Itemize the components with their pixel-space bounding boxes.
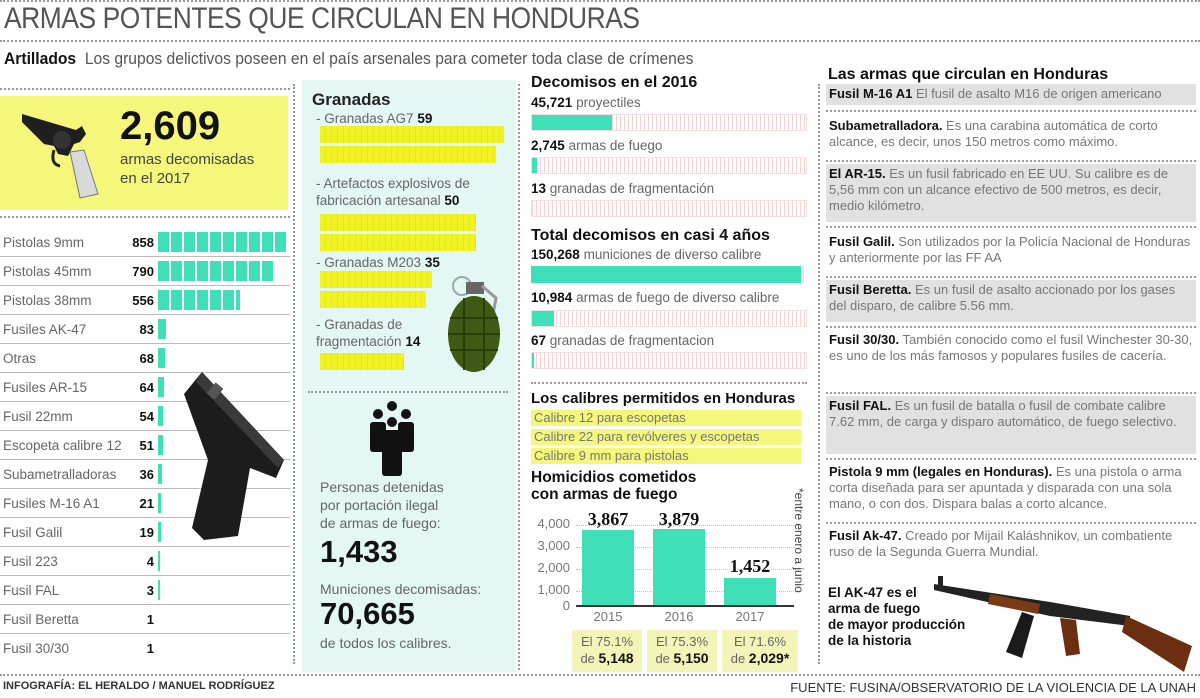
weapon-label: Subametralladoras: [3, 466, 117, 482]
weapon-entry: [826, 526, 1196, 563]
weapon-bar: [158, 232, 286, 252]
x-label: 2015: [593, 609, 623, 624]
bar-value: 3,867: [587, 509, 629, 529]
x-axis: [576, 605, 794, 607]
granada-bar: [320, 146, 496, 163]
entry-desc: Es un fusil fabricado en EE UU. Su calibre es de 5,56 mm con un alcance efectivo de 500 metros, es decir, medio kilómetro.: [829, 166, 1169, 213]
weapon-entry: [826, 330, 1196, 367]
weapon-bar: [158, 319, 166, 339]
weapon-value: 36: [139, 466, 154, 482]
granadas-title: Granadas: [312, 90, 391, 109]
list-item: [0, 286, 290, 315]
weapon-entry: [826, 164, 1196, 222]
decomiso-fill: [532, 353, 534, 368]
section-rule: [531, 382, 807, 384]
entry-rule: [826, 276, 1196, 278]
weapon-label: Fusiles M-16 A1: [3, 495, 100, 511]
weapon-label: Fusil FAL: [3, 582, 60, 598]
municiones-value: 70,665: [320, 596, 415, 631]
hero-line-1: armas decomisadas: [120, 151, 255, 168]
entry-desc: Son utilizados por la Policía Nacional de Honduras y anteriormente por las FF AA: [829, 234, 1191, 265]
decomiso-value: 13: [531, 181, 547, 196]
calibre-item: Calibre 22 para revólveres y escopetas: [531, 429, 801, 445]
weapon-bar: [158, 464, 162, 484]
granada-value: 35: [424, 255, 440, 270]
decomiso-bar: [531, 266, 807, 283]
y-tick: 2,000: [537, 560, 570, 575]
subtitle-text: Los grupos delictivos poseen en el país arsenales para cometer toda clase de crímenes: [84, 49, 694, 68]
weapon-value: 556: [132, 292, 154, 308]
ak-note-line: de la historia: [828, 633, 912, 648]
weapon-entry: [826, 280, 1196, 322]
weapon-bar: [158, 551, 160, 571]
detenidos-line: Personas detenidas: [320, 479, 444, 495]
column-divider: [818, 84, 820, 664]
pct-total: 5,150: [673, 650, 709, 666]
y-tick: 1,000: [537, 582, 570, 597]
ak-note-line: arma de fuego: [828, 601, 921, 616]
decomiso-value: 10,984: [531, 290, 573, 305]
municiones-sub: de todos los calibres.: [320, 635, 452, 651]
weapon-label: Fusil Galil: [3, 524, 63, 540]
pct-box: [572, 630, 642, 672]
decomiso-bar: [531, 157, 807, 174]
list-item: [0, 228, 290, 257]
weapon-bar: [158, 580, 160, 600]
weapon-label: Fusil 30/30: [3, 641, 70, 656]
weapon-bar: [158, 406, 163, 426]
decomiso-bar: [531, 352, 807, 369]
y-tick: 3,000: [537, 538, 570, 553]
weapon-value: 21: [139, 495, 154, 511]
weapon-value: 68: [139, 350, 154, 366]
weapon-bar: [158, 493, 161, 513]
decomiso-label: municiones de diverso calibre: [583, 247, 762, 262]
granada-label: - Granadas AG7: [316, 111, 414, 126]
weapon-value: 64: [139, 379, 154, 395]
x-label: 2017: [735, 609, 765, 624]
granada-label: - Granadas de: [316, 317, 403, 332]
decomisos-2016-title: Decomisos en el 2016: [531, 74, 698, 91]
granada-item: [316, 316, 420, 350]
credit: INFOGRAFÍA: EL HERALDO / MANUEL RODRÍGUEZ: [3, 680, 275, 692]
granada-value: 50: [444, 193, 460, 208]
footer-rule: [0, 674, 1200, 676]
weapon-label: Fusiles AR-15: [3, 379, 88, 395]
weapon-label: Fusil Beretta: [3, 611, 79, 627]
entry-name: Fusil Beretta.: [829, 282, 912, 297]
weapon-label: Pistolas 38mm: [3, 292, 92, 308]
weapon-entry: [826, 116, 1196, 153]
title-rule: [0, 40, 1200, 42]
granada-bar: [320, 234, 476, 251]
pistol-icon: [180, 368, 290, 543]
pct-line: El 75.1%: [580, 634, 634, 649]
decomiso-fill: [532, 311, 554, 326]
granada-value: 59: [417, 111, 433, 126]
weapon-bar: [158, 435, 163, 455]
calibres-title: Los calibres permitidos en Honduras: [531, 390, 796, 407]
granada-label: fragmentación: [316, 334, 402, 349]
weapon-label: Fusiles AK-47: [3, 321, 87, 337]
armas-title: Las armas que circulan en Honduras: [828, 66, 1109, 83]
decomiso-item: [531, 247, 761, 262]
pct-total: 2,029*: [748, 650, 790, 666]
decomiso-item: [531, 290, 779, 305]
weapon-value: 83: [139, 321, 154, 337]
decomiso-bar: [531, 114, 807, 131]
decomiso-fill: [532, 158, 537, 173]
chart-bar-2016: [653, 529, 705, 606]
detenidos-line: por portación ilegal: [320, 497, 439, 513]
decomiso-value: 67: [531, 333, 547, 348]
list-item: [0, 634, 290, 663]
weapon-bar: [158, 377, 164, 397]
chart-bar-2015: [582, 530, 634, 606]
calibre-item: Calibre 9 mm para pistolas: [531, 448, 801, 464]
hero-text: [120, 150, 254, 188]
decomiso-item: [531, 95, 641, 110]
decomiso-label: granadas de fragmentacion: [549, 333, 715, 348]
kicker: Artillados: [4, 49, 77, 68]
granada-label: - Granadas M203: [316, 255, 422, 270]
decomiso-item: [531, 138, 662, 153]
weapon-label: Pistolas 45mm: [3, 263, 92, 279]
weapon-bar: [158, 290, 240, 310]
granada-label: fabricación artesanal: [316, 193, 441, 208]
weapon-label: Pistolas 9mm: [3, 234, 85, 250]
decomiso-label: armas de fuego: [568, 138, 663, 153]
entry-name: Fusil M-16 A1: [829, 86, 913, 101]
entry-name: Fusil Galil.: [829, 234, 895, 249]
entry-name: Fusil Ak-47.: [829, 528, 902, 543]
detenidos-text: [320, 478, 444, 532]
pct-box: [647, 630, 717, 672]
decomiso-fill: [532, 115, 612, 130]
granada-bar: [320, 214, 476, 231]
entry-name: Fusil 30/30.: [829, 332, 900, 347]
pct-pre: de: [655, 651, 674, 666]
decomiso-fill: [531, 266, 801, 283]
ak-note-line: El AK-47 es el: [828, 585, 917, 600]
ak47-rifle-icon: [930, 572, 1195, 672]
people-icon: [364, 400, 420, 480]
granada-bar: [320, 126, 504, 143]
entry-name: Fusil FAL.: [829, 398, 892, 413]
municiones-text: Municiones decomisadas:: [320, 581, 482, 597]
decomiso-item: [531, 333, 714, 348]
entry-name: Subametralladora.: [829, 118, 943, 133]
decomiso-label: proyectiles: [576, 95, 641, 110]
weapon-value: 858: [132, 234, 154, 250]
weapon-value: 1: [146, 641, 154, 656]
decomiso-value: 45,721: [531, 95, 573, 110]
hero-number: 2,609: [120, 104, 221, 148]
decomiso-value: 2,745: [531, 138, 565, 153]
entry-rule: [826, 522, 1196, 524]
hero-line-2: en el 2017: [120, 170, 191, 187]
decomiso-label: granadas de fragmentación: [549, 181, 715, 196]
hero-rule: [0, 88, 290, 90]
weapon-value: 4: [146, 553, 154, 569]
column-divider: [518, 84, 520, 670]
granada-label: - Artefactos explosivos de: [316, 176, 470, 191]
entry-desc: Es un fusil de asalto accionado por los gases del disparo, de calibre 5.56 mm.: [829, 282, 1176, 313]
granada-bar: [320, 353, 404, 370]
grenade-icon: [438, 268, 508, 378]
list-item: [0, 605, 290, 634]
decomiso-item: [531, 181, 714, 196]
y-tick: 0: [562, 598, 570, 613]
bar-value: 1,452: [729, 556, 771, 576]
weapon-bar: [158, 261, 274, 281]
weapon-label: Otras: [3, 350, 37, 366]
entry-desc: Creado por Mijail Kaláshnikov, un combatiente ruso de la Segunda Guerra Mundial.: [829, 528, 1173, 559]
pct-pre: de: [580, 651, 599, 666]
weapon-value: 1: [146, 611, 154, 627]
column-divider: [293, 84, 295, 664]
list-item: [0, 547, 290, 576]
weapon-bar: [158, 522, 161, 542]
entry-rule: [826, 392, 1196, 394]
weapon-bar: [158, 348, 165, 368]
granada-bar: [320, 291, 426, 308]
weapon-value: 54: [139, 408, 154, 424]
weapon-value: 19: [139, 524, 154, 540]
page-title: ARMAS POTENTES QUE CIRCULAN EN HONDURAS: [4, 2, 640, 35]
entry-name: El AR-15.: [829, 166, 886, 181]
weapon-entry: [826, 396, 1196, 454]
list-item: [0, 257, 290, 286]
entry-rule: [826, 160, 1196, 162]
weapon-entry: [826, 232, 1196, 269]
bar-value: 3,879: [658, 509, 700, 529]
entry-desc: Es un fusil de batalla o fusil de combate calibre 7.62 mm, de carga y disparo automático, de fuego selectivo.: [829, 398, 1177, 429]
entry-desc: Es una carabina automática de corto alcance, es decir, unos 150 metros como máximo.: [829, 118, 1158, 149]
weapon-label: Fusil 223: [3, 553, 58, 569]
list-item: [0, 576, 290, 605]
weapon-entry: [826, 462, 1196, 515]
decomisos-total-title: Total decomisos en casi 4 años: [531, 227, 770, 244]
ak-note-line: de mayor producción: [828, 617, 966, 632]
entry-rule: [826, 226, 1196, 228]
weapon-label: Fusil 22mm: [3, 408, 73, 424]
detenidos-value: 1,433: [320, 534, 398, 569]
pct-line: El 75.3%: [655, 634, 709, 649]
subtitle: [4, 49, 693, 69]
chart-note: *entre enero a junio: [792, 488, 806, 593]
weapon-value: 51: [139, 437, 154, 453]
entry-desc: El fusil de asalto M16 de origen americano: [912, 86, 1162, 101]
pct-box: [722, 630, 798, 672]
weapon-value: 3: [146, 582, 154, 598]
granada-bar: [320, 271, 432, 288]
source: FUENTE: FUSINA/OBSERVATORIO DE LA VIOLENCIA DE LA UNAH: [790, 680, 1196, 695]
decomiso-bar: [531, 200, 807, 217]
detenidos-line: de armas de fuego:: [320, 515, 441, 531]
x-label: 2016: [664, 609, 694, 624]
chart-bar-2017: [724, 578, 776, 606]
granada-item: [316, 175, 470, 209]
homicidios-title-line: con armas de fuego: [531, 486, 678, 503]
list-item: [0, 315, 290, 344]
homicidios-title-line: Homicidios cometidos: [531, 469, 697, 486]
weapon-label: Escopeta calibre 12: [3, 437, 122, 453]
homicidios-title: [531, 469, 696, 503]
decomiso-bar: [531, 310, 807, 327]
weapon-entry: [826, 84, 1196, 105]
entry-rule: [826, 458, 1196, 460]
revolver-icon: [18, 100, 108, 200]
weapon-value: 790: [132, 263, 154, 279]
pct-line: El 71.6%: [733, 634, 787, 649]
entry-desc: También conocido como el fusil Winchester 30-30, es uno de los más famosos y populares fusiles de cacería.: [829, 332, 1193, 363]
entry-rule: [826, 110, 1196, 112]
decomiso-value: 150,268: [531, 247, 580, 262]
y-tick: 4,000: [537, 516, 570, 531]
calibre-item: Calibre 12 para escopetas: [531, 410, 801, 426]
hero-rule-bottom: [0, 216, 290, 218]
granada-value: 14: [405, 334, 421, 349]
granada-item: [316, 110, 432, 127]
entry-desc: Es una pistola o arma corta diseñada para ser apuntada y disparada con una sola mano, o con dos. Dispara balas a corto alcance.: [829, 464, 1182, 511]
entry-rule: [826, 326, 1196, 328]
entry-name: Pistola 9 mm (legales en Honduras).: [829, 464, 1053, 479]
decomiso-label: armas de fuego de diverso calibre: [576, 290, 780, 305]
granada-item: [316, 254, 440, 271]
granadas-panel: [302, 80, 516, 672]
pct-total: 5,148: [598, 650, 634, 666]
pct-pre: de: [730, 651, 749, 666]
granadas-rule: [308, 391, 508, 393]
